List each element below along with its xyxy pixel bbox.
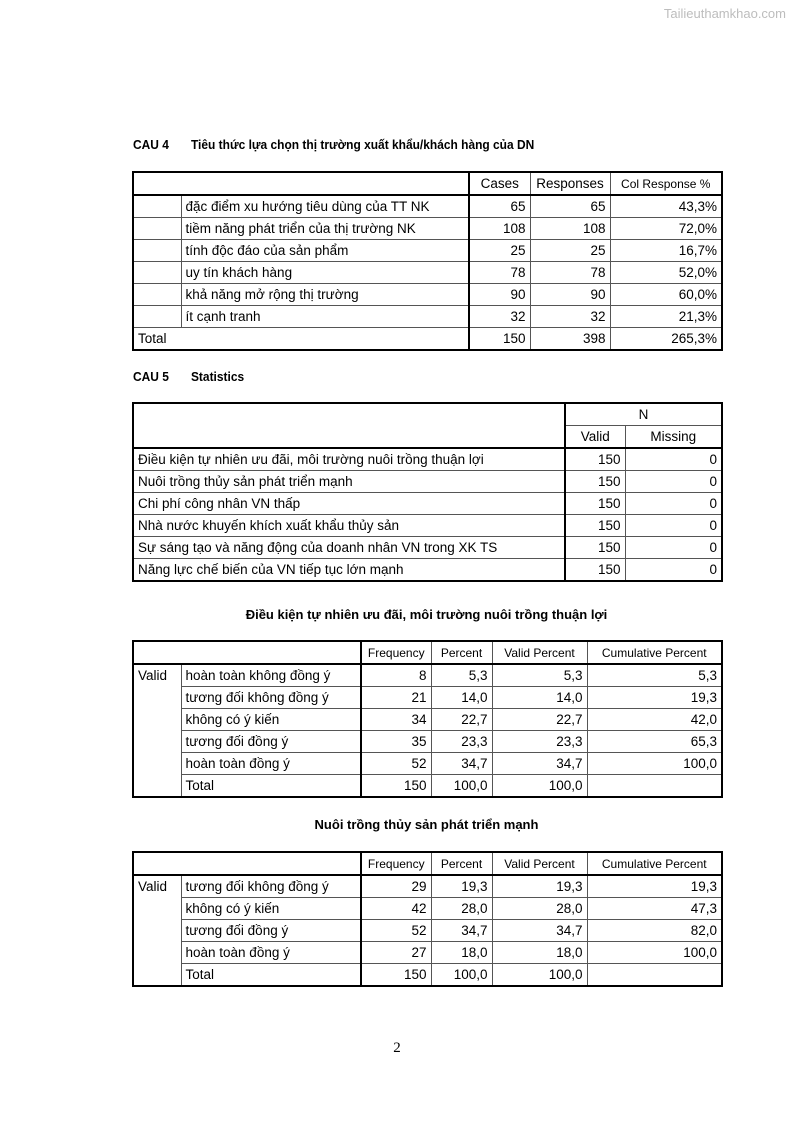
row-label: Nuôi trồng thủy sản phát triển mạnh xyxy=(133,471,565,493)
row-label: hoàn toàn đồng ý xyxy=(181,942,361,964)
table-row: tính độc đáo của sản phẩm 25 25 16,7% xyxy=(133,240,722,262)
table-row: Sự sáng tạo và năng động của doanh nhân VN trong XK TS 150 0 xyxy=(133,537,722,559)
table-header-row xyxy=(133,403,722,426)
cau5-title: Statistics xyxy=(190,369,245,384)
col-header-cumulative-percent: Cumulative Percent xyxy=(587,852,722,875)
col-header-frequency: Frequency xyxy=(361,852,431,875)
table-row: tương đối đồng ý 52 34,7 34,7 82,0 xyxy=(133,920,722,942)
table-row: không có ý kiến 34 22,7 22,7 42,0 xyxy=(133,709,722,731)
row-label: tính độc đáo của sản phẩm xyxy=(181,240,469,262)
cau5-number: CAU 5 xyxy=(133,369,169,384)
table-row: Nhà nước khuyến khích xuất khẩu thủy sản 150 0 xyxy=(133,515,722,537)
col-header-percent: Percent xyxy=(431,641,492,664)
row-label: uy tín khách hàng xyxy=(181,262,469,284)
table-row: hoàn toàn đồng ý 27 18,0 18,0 100,0 xyxy=(133,942,722,964)
table-row: tương đối không đồng ý 21 14,0 14,0 19,3 xyxy=(133,687,722,709)
table-header-row xyxy=(133,852,722,875)
col-header-valid-percent: Valid Percent xyxy=(492,852,587,875)
row-label: Sự sáng tạo và năng động của doanh nhân VN trong XK TS xyxy=(133,537,565,559)
row-label: tương đối đồng ý xyxy=(181,731,361,753)
row-label: Nhà nước khuyến khích xuất khẩu thủy sản xyxy=(133,515,565,537)
row-label: Total xyxy=(181,964,361,987)
table-row: Valid tương đối không đồng ý 29 19,3 19,3 19,3 xyxy=(133,875,722,898)
freq2-table xyxy=(132,851,723,987)
freq1-title: Điều kiện tự nhiên ưu đãi, môi trường nuôi trồng thuận lợi xyxy=(245,607,608,622)
col-header-missing: Missing xyxy=(625,426,722,449)
page-number: 2 xyxy=(393,1040,401,1056)
cau4-heading xyxy=(133,137,534,152)
table-row: Năng lực chế biến của VN tiếp tục lớn mạnh 150 0 xyxy=(133,559,722,582)
table-row: Chi phí công nhân VN thấp 150 0 xyxy=(133,493,722,515)
cau4-table xyxy=(132,171,723,351)
col-header-valid-percent: Valid Percent xyxy=(492,641,587,664)
cau4-title: Tiêu thức lựa chọn thị trường xuất khẩu/khách hàng của DN xyxy=(190,137,535,152)
row-label: Total xyxy=(181,775,361,798)
table-row: hoàn toàn đồng ý 52 34,7 34,7 100,0 xyxy=(133,753,722,775)
col-group-header-n: N xyxy=(565,403,722,426)
row-label: Chi phí công nhân VN thấp xyxy=(133,493,565,515)
table-row: không có ý kiến 42 28,0 28,0 47,3 xyxy=(133,898,722,920)
row-label: tiềm năng phát triển của thị trường NK xyxy=(181,218,469,240)
col-header-frequency: Frequency xyxy=(361,641,431,664)
table-row: Valid hoàn toàn không đồng ý 8 5,3 5,3 5,3 xyxy=(133,664,722,687)
table-total-row: Total 150 100,0 100,0 xyxy=(133,775,722,798)
row-label: không có ý kiến xyxy=(181,709,361,731)
row-label: tương đối không đồng ý xyxy=(181,875,361,898)
cau5-heading xyxy=(133,369,244,384)
row-label: Năng lực chế biến của VN tiếp tục lớn mạnh xyxy=(133,559,565,582)
table-row: ít cạnh tranh 32 32 21,3% xyxy=(133,306,722,328)
watermark: Tailieuthamkhao.com xyxy=(663,6,786,21)
group-label-valid: Valid xyxy=(133,664,181,797)
table-total-row: Total 150 398 265,3% xyxy=(133,328,722,351)
table-row: Điều kiện tự nhiên ưu đãi, môi trường nuôi trồng thuận lợi 150 0 xyxy=(133,448,722,471)
row-label: tương đối không đồng ý xyxy=(181,687,361,709)
freq1-table xyxy=(132,640,723,798)
table-row: đặc điểm xu hướng tiêu dùng của TT NK 65 65 43,3% xyxy=(133,195,722,218)
col-header-col-response: Col Response % xyxy=(610,172,722,195)
row-label: Điều kiện tự nhiên ưu đãi, môi trường nuôi trồng thuận lợi xyxy=(133,448,565,471)
table-row: Nuôi trồng thủy sản phát triển mạnh 150 0 xyxy=(133,471,722,493)
row-label: hoàn toàn không đồng ý xyxy=(181,664,361,687)
row-label: khả năng mở rộng thị trường xyxy=(181,284,469,306)
table-total-row: Total 150 100,0 100,0 xyxy=(133,964,722,987)
table-header-row xyxy=(133,172,722,195)
table-row: uy tín khách hàng 78 78 52,0% xyxy=(133,262,722,284)
col-header-cumulative-percent: Cumulative Percent xyxy=(587,641,722,664)
table-row: tương đối đồng ý 35 23,3 23,3 65,3 xyxy=(133,731,722,753)
row-label: ít cạnh tranh xyxy=(181,306,469,328)
table-row: tiềm năng phát triển của thị trường NK 108 108 72,0% xyxy=(133,218,722,240)
group-label-valid: Valid xyxy=(133,875,181,986)
col-header-cases: Cases xyxy=(469,172,530,195)
table-row: khả năng mở rộng thị trường 90 90 60,0% xyxy=(133,284,722,306)
cau4-number: CAU 4 xyxy=(133,137,169,152)
col-header-responses: Responses xyxy=(530,172,610,195)
col-header-percent: Percent xyxy=(431,852,492,875)
row-label: đặc điểm xu hướng tiêu dùng của TT NK xyxy=(181,195,469,218)
cau5-statistics-table xyxy=(132,402,723,582)
table-header-row xyxy=(133,641,722,664)
col-header-valid: Valid xyxy=(565,426,625,449)
freq2-title: Nuôi trồng thủy sản phát triển mạnh xyxy=(314,817,539,832)
row-label: tương đối đồng ý xyxy=(181,920,361,942)
row-label: không có ý kiến xyxy=(181,898,361,920)
row-label: Total xyxy=(133,328,469,351)
row-label: hoàn toàn đồng ý xyxy=(181,753,361,775)
